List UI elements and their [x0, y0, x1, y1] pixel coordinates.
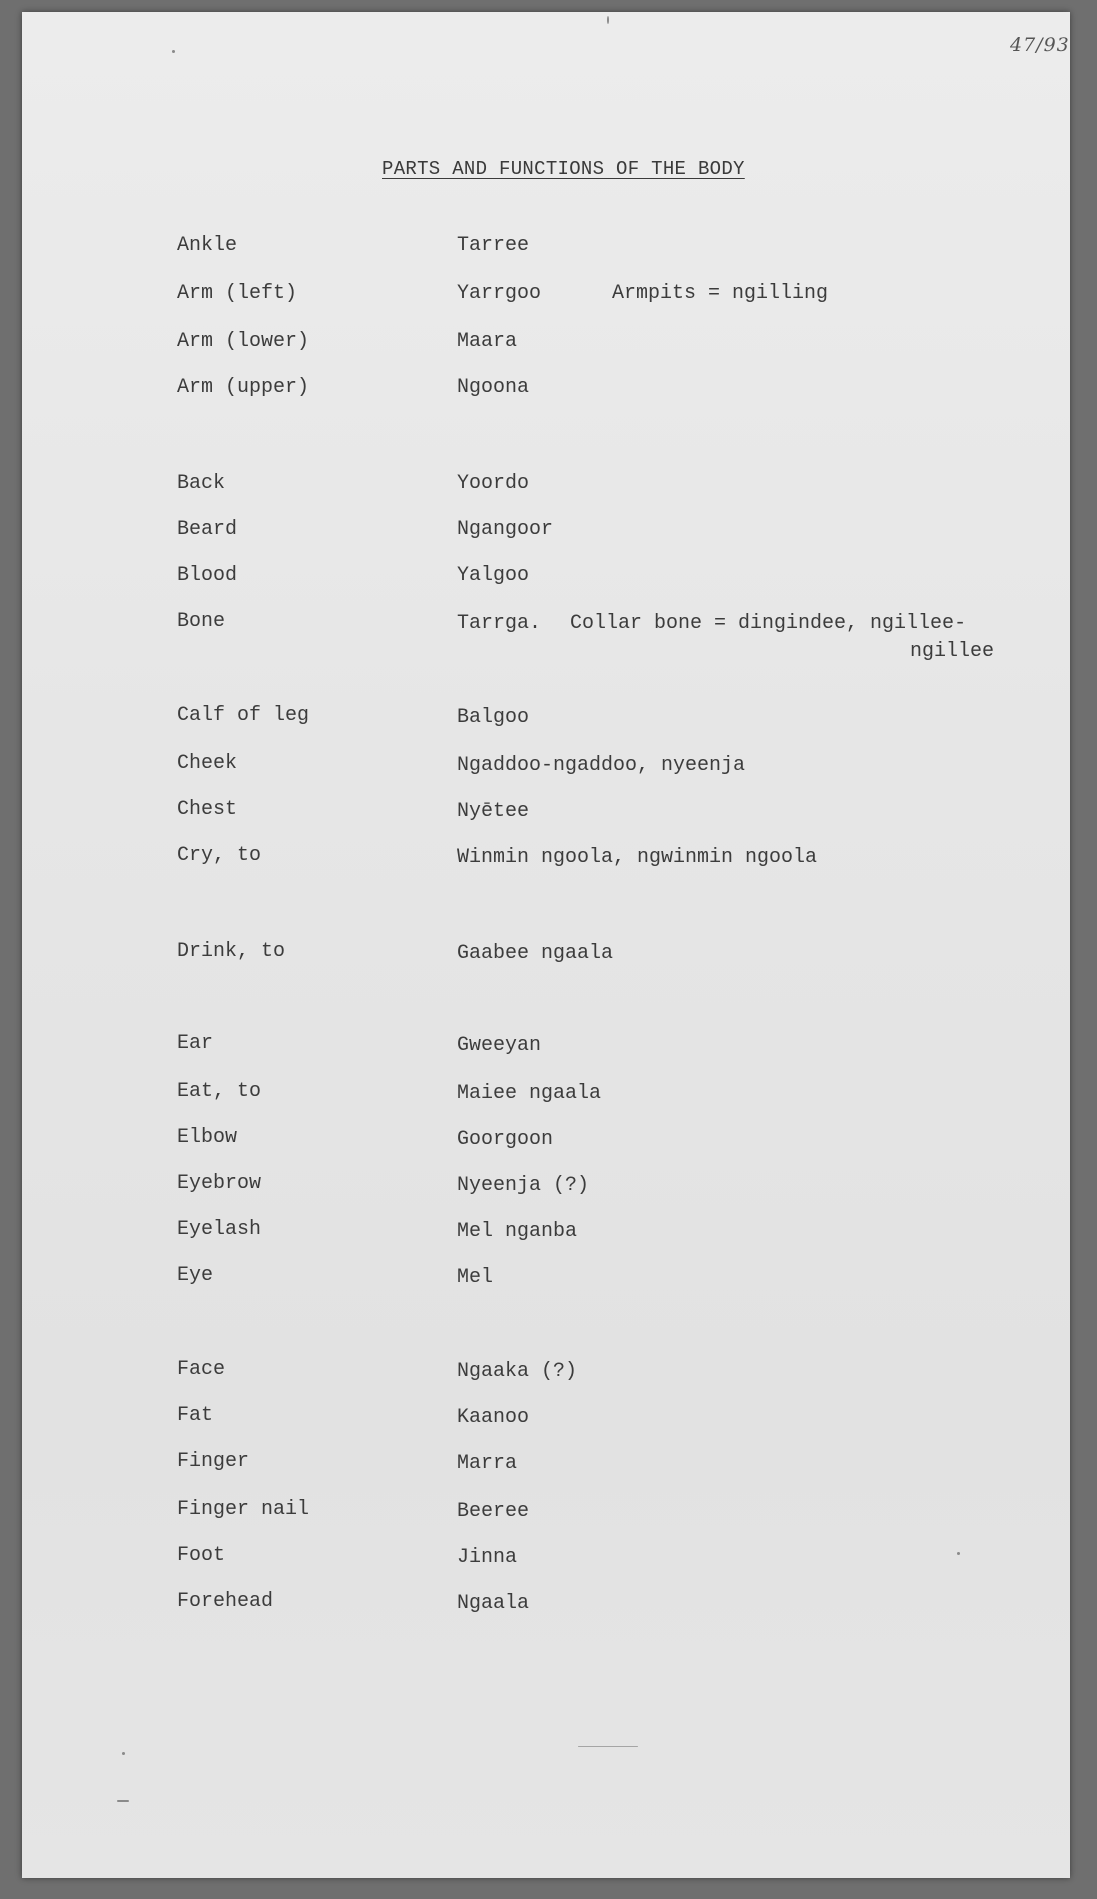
entry-word: Tarree: [457, 234, 530, 257]
entry-word: Goorgoon: [457, 1128, 554, 1151]
entry-word: Gweeyan: [457, 1034, 542, 1057]
paper-speck: [117, 1800, 129, 1802]
page-number: 47/93: [1010, 34, 1070, 56]
entry-term: Back: [177, 472, 226, 495]
paper-speck: [122, 1752, 125, 1755]
entry-term: Beard: [177, 518, 238, 541]
paper-speck: [957, 1552, 960, 1555]
entry-term: Eyelash: [177, 1218, 262, 1241]
entry-term: Finger nail: [177, 1498, 310, 1521]
entry-word: Beeree: [457, 1500, 530, 1523]
entry-word: Ngaala: [457, 1592, 530, 1615]
entry-term: Eat, to: [177, 1080, 262, 1103]
entry-word: Marra: [457, 1452, 518, 1475]
paper-speck: [578, 1746, 638, 1747]
entry-term: Arm (left): [177, 282, 298, 305]
entry-word: Yarrgoo: [457, 282, 542, 305]
entry-term: Finger: [177, 1450, 250, 1473]
entry-term: Ankle: [177, 234, 238, 257]
entry-word: Yalgoo: [457, 564, 530, 587]
entry-term: Elbow: [177, 1126, 238, 1149]
entry-term: Eye: [177, 1264, 214, 1287]
entry-term: Cry, to: [177, 844, 262, 867]
entry-word: Ngoona: [457, 376, 530, 399]
entry-word: Kaanoo: [457, 1406, 530, 1429]
entry-word: Maiee ngaala: [457, 1082, 602, 1105]
entry-word: Balgoo: [457, 706, 530, 729]
entry-word: Yoordo: [457, 472, 530, 495]
entry-term: Calf of leg: [177, 704, 310, 727]
entry-word: Ngangoor: [457, 518, 554, 541]
entry-term: Arm (upper): [177, 376, 310, 399]
entry-word: Jinna: [457, 1546, 518, 1569]
entry-term: Foot: [177, 1544, 226, 1567]
entry-word: Mel nganba: [457, 1220, 578, 1243]
entry-term: Forehead: [177, 1590, 274, 1613]
entry-term: Cheek: [177, 752, 238, 775]
entry-note: Armpits = ngilling: [612, 282, 829, 305]
entry-term: Chest: [177, 798, 238, 821]
entry-term: Face: [177, 1358, 226, 1381]
entry-word: Gaabee ngaala: [457, 942, 614, 965]
entry-word: Nyeenja (?): [457, 1174, 590, 1197]
page-title: PARTS AND FUNCTIONS OF THE BODY: [382, 158, 745, 180]
paper-speck: [607, 16, 609, 24]
document-page: [22, 12, 1070, 1878]
entry-word: Ngaddoo-ngaddoo, nyeenja: [457, 754, 746, 777]
entry-word: Maara: [457, 330, 518, 353]
entry-term: Drink, to: [177, 940, 286, 963]
entry-note: Collar bone = dingindee, ngillee-: [570, 612, 967, 635]
entry-word: Mel: [457, 1266, 494, 1289]
paper-speck: [172, 50, 175, 53]
entry-word: Nyētee: [457, 800, 530, 823]
entry-word: Tarrga.: [457, 612, 542, 635]
entry-term: Fat: [177, 1404, 214, 1427]
entry-word: Winmin ngoola, ngwinmin ngoola: [457, 846, 818, 869]
entry-term: Blood: [177, 564, 238, 587]
entry-term: Eyebrow: [177, 1172, 262, 1195]
entry-term: Bone: [177, 610, 226, 633]
entry-word: Ngaaka (?): [457, 1360, 578, 1383]
entry-term: Arm (lower): [177, 330, 310, 353]
entry-note-continuation: ngillee: [910, 640, 995, 663]
entry-term: Ear: [177, 1032, 214, 1055]
